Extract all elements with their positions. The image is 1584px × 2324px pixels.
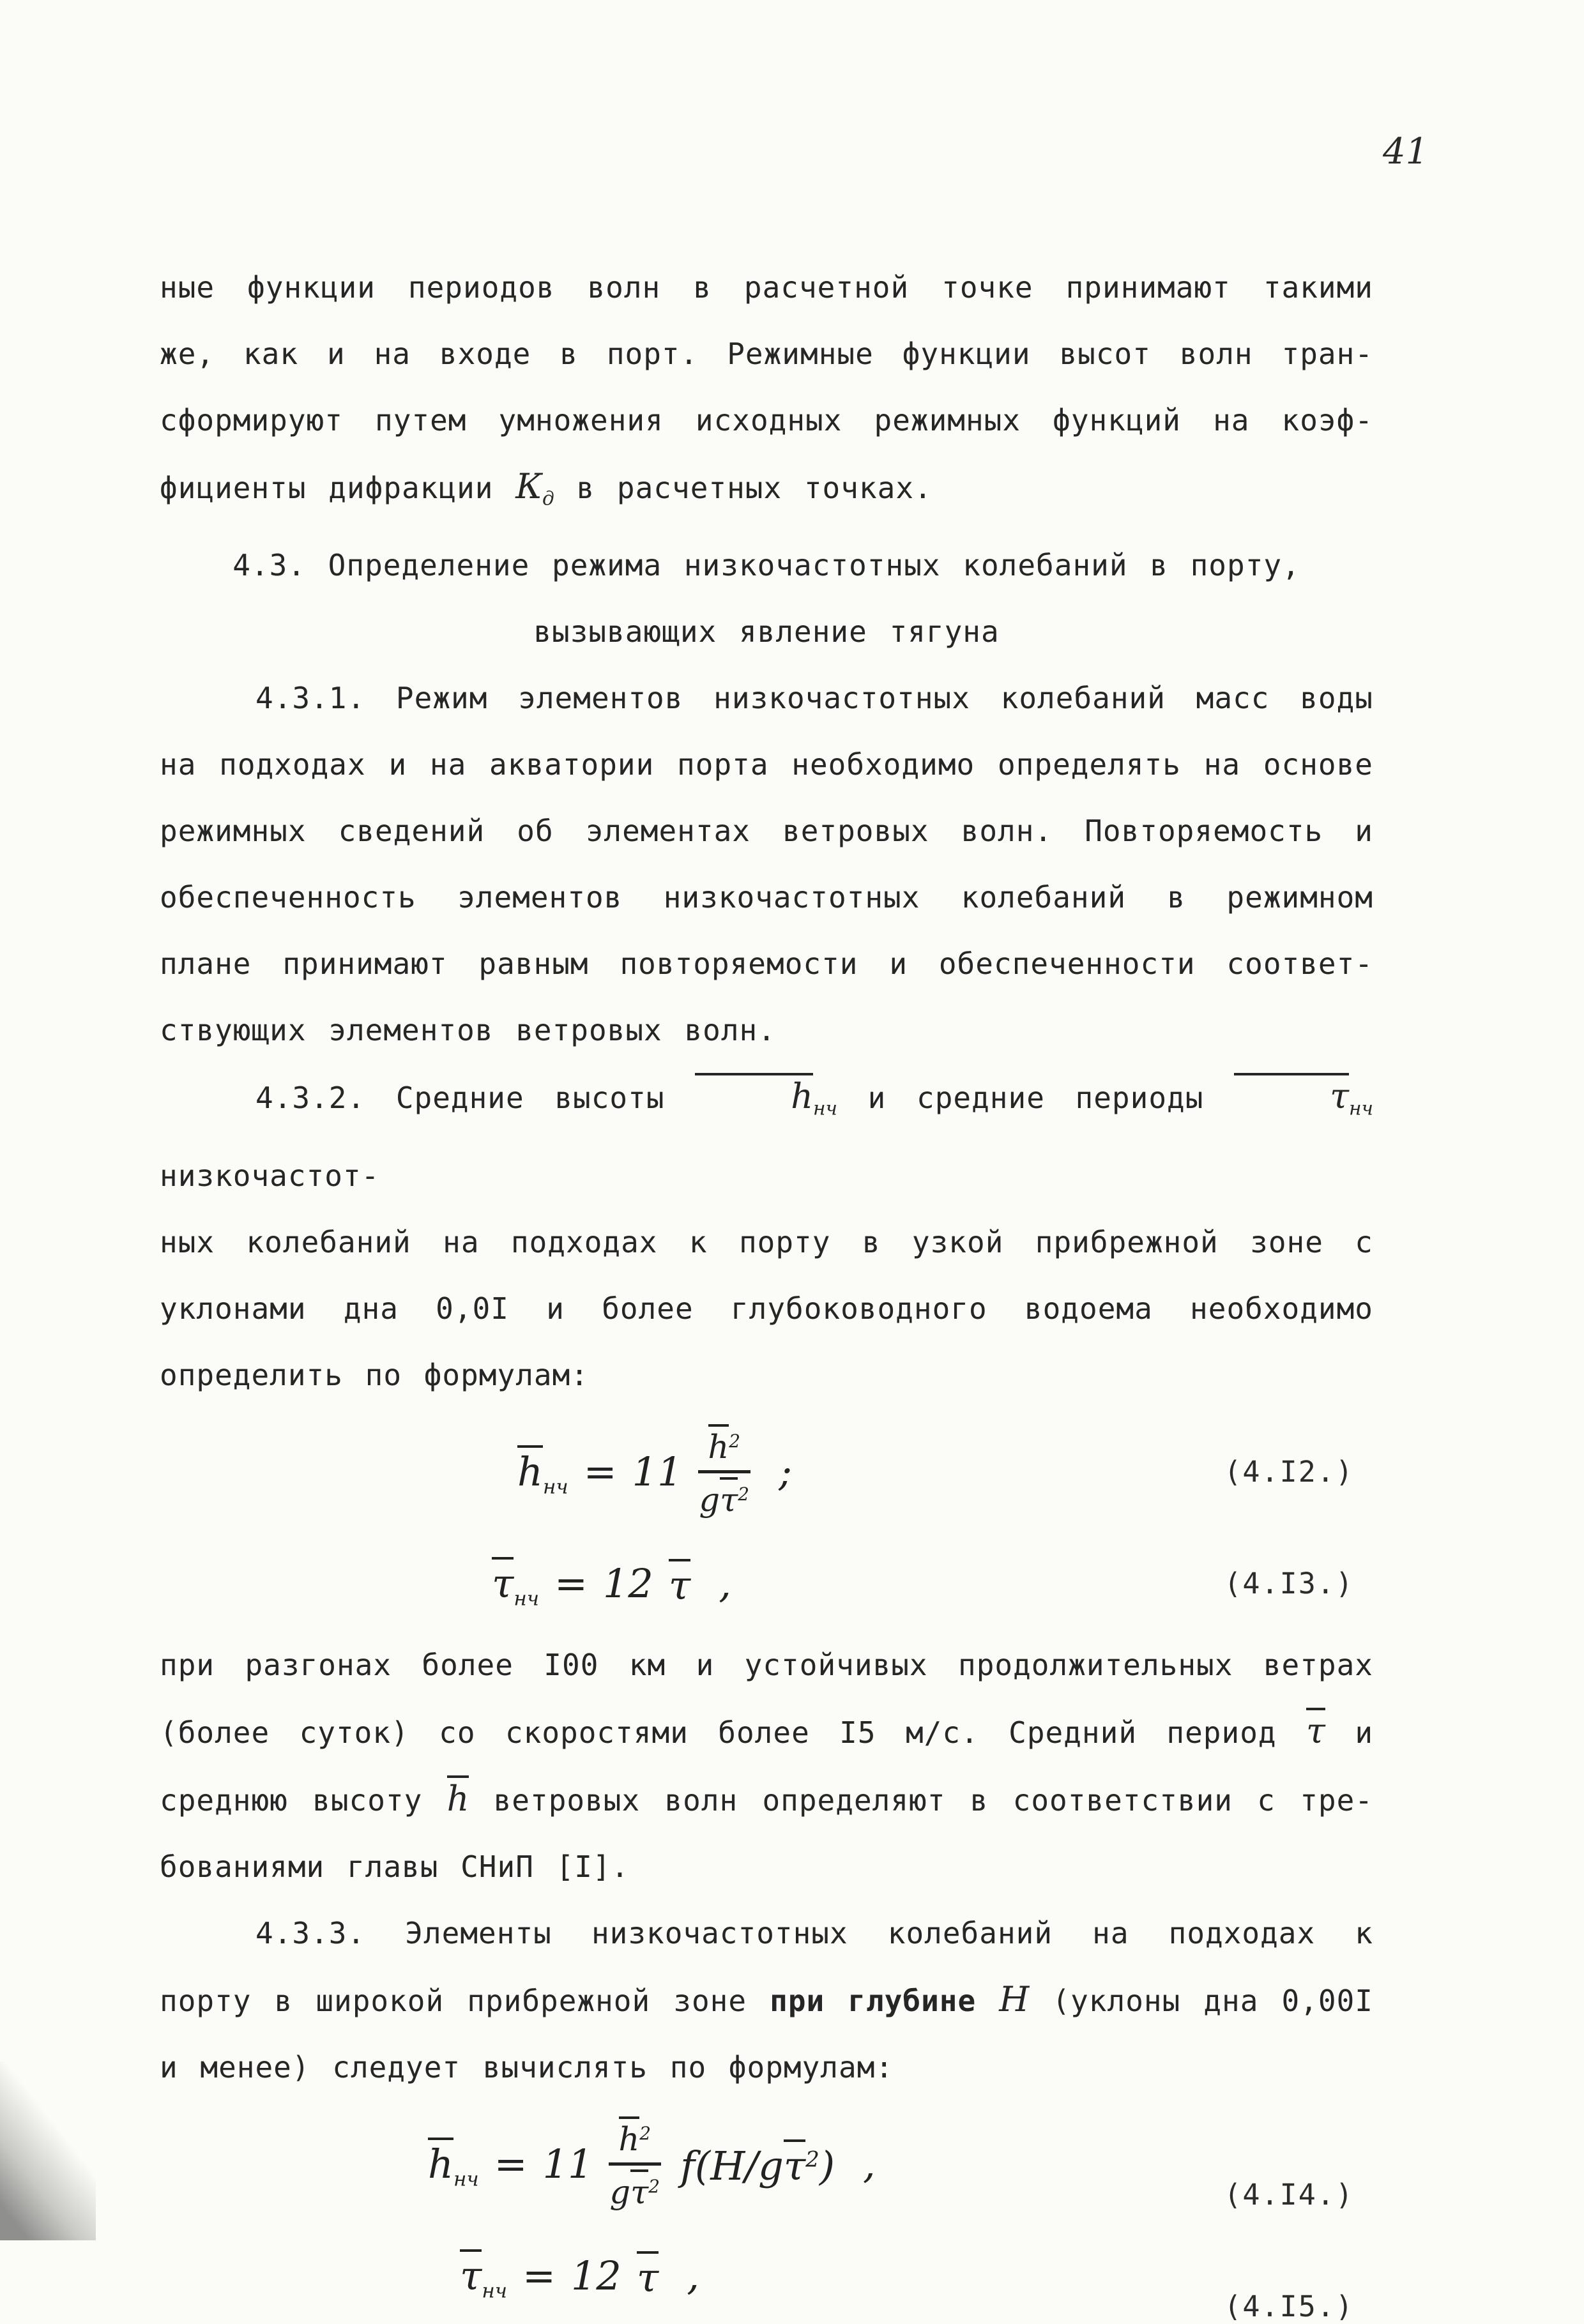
equals-sign: = [494,2141,528,2188]
fraction-denominator: $g\tau^2$ [610,2166,660,2212]
coefficient: 12 [570,2252,621,2300]
coefficient: 11 [542,2141,593,2188]
text-run: фициенты дифракции [160,471,494,505]
fraction-numerator: $h^2$ [698,1424,751,1473]
mean-period-symbol: τ [669,1559,690,1609]
text-run: в расчетных точках. [576,471,933,505]
punctuation: , [687,2252,699,2300]
equation-number-4-12: (4.I2.) [1224,1455,1354,1489]
paragraph-line: режимных сведений об элементах ветровых волн. Повторяемость и [160,814,1373,849]
paragraph-line: уклонами дна 0,0I и более глубоководного водоема необходимо [160,1291,1373,1326]
equation-number-4-13: (4.I3.) [1224,1567,1354,1601]
paragraph-line: сформируют путем умножения исходных режимных функций на коэф- [160,403,1373,437]
text-run: ветровых волн определяют в соответствии с тре- [493,1782,1373,1818]
depth-H-symbol: Н [999,1978,1030,2019]
paragraph-line: ные функции периодов волн в расчетной точке принимают такими [160,270,1373,305]
fraction-denominator: $g\tau^2$ [699,1473,749,1519]
mean-height-lf-symbol: hнч [695,1076,837,1116]
fraction-numerator: $h^2$ [609,2116,662,2166]
fraction [609,2116,662,2212]
mean-period-symbol: τ [637,2251,659,2301]
paragraph-line: бованиями главы СНиП [I]. [160,1849,630,1884]
coefficient: 11 [632,1448,683,1496]
paragraph-line [160,453,1373,532]
paragraph-line: плане принимают равным повторяемости и обеспеченности соответ- [160,946,1373,982]
section-heading-line-2: вызывающих явление тягуна [533,614,1000,649]
section-heading-line-1: 4.3. Определение режима низкочастотных колебаний в порту, [232,548,1300,583]
paragraph-line [160,1766,1373,1834]
formula-4-15 [460,2249,699,2302]
text-run: и средние периоды [867,1081,1204,1116]
paragraph-line: обеспеченность элементов низкочастотных колебаний в режимном [160,880,1373,915]
text-run: 4.3.2. Средние высоты [255,1081,665,1116]
paragraph-line: и менее) следует вычислять по формулам: [160,2049,894,2085]
text-run: и [1355,1715,1374,1750]
scan-corner-shadow [0,2062,96,2240]
text-run: (уклоны дна 0,00I [1052,1983,1373,2018]
text-run: порту в широкой прибрежной зоне [160,1983,747,2018]
equals-sign: = [522,2252,556,2300]
paragraph-line: 4.3.3. Элементы низкочастотных колебаний на подходах к [255,1915,1373,1950]
punctuation: , [719,1560,731,1607]
formula-4-13 [492,1557,731,1610]
page-number: 41 [1383,131,1429,172]
lhs-h-lf: $h_{нч}$ [428,2138,479,2191]
lhs-tau-lf: $\tau_{нч}$ [492,1557,539,1610]
paragraph-line [160,1063,1373,1208]
punctuation: ; [779,1448,792,1496]
diffraction-coefficient-symbol: Кд [515,466,554,510]
page-content [160,254,1373,2324]
equation-number-4-14: (4.I4.) [1224,2178,1354,2212]
fraction [698,1424,751,1519]
paragraph-line: ствующих элементов ветровых волн. [160,1013,776,1048]
punctuation: , [863,2141,876,2188]
mean-period-symbol: τ [1306,1711,1325,1751]
text-run-bold: при глубине [770,1983,977,2018]
lhs-tau-lf: $\tau_{нч}$ [460,2249,507,2302]
equals-sign: = [583,1448,617,1496]
mean-period-lf-symbol: τнч [1234,1076,1373,1116]
paragraph-line: определить по формулам: [160,1357,589,1392]
f-function-term: $f(H/g\tau^2)$ [680,2139,835,2189]
paragraph-line: же, как и на входе в порт. Режимные функции высот волн тран- [160,337,1373,371]
formula-row-4-15 [160,2228,1373,2324]
paragraph-line: при разгонах более I00 км и устойчивых продолжительных ветрах [160,1647,1373,1682]
formula-4-12 [517,1424,792,1519]
text-run: среднюю высоту [160,1782,423,1818]
paragraph-line: ных колебаний на подходах к порту в узкой прибрежной зоне с [160,1224,1373,1259]
paragraph-line: на подходах и на акватории порта необходимо определять на основе [160,747,1373,782]
paragraph-line [160,1966,1373,2034]
mean-height-symbol: h [447,1779,469,1819]
lhs-h-lf: $h_{нч}$ [517,1445,568,1498]
formula-row-4-14 [160,2100,1373,2228]
formula-4-14 [428,2116,876,2212]
equals-sign: = [554,1560,588,1607]
coefficient: 12 [602,1560,653,1607]
equation-number-4-15: (4.I5.) [1224,2290,1354,2324]
paragraph-line: 4.3.1. Режим элементов низкочастотных колебаний масс воды [255,681,1373,716]
text-run: низкочастот- [160,1158,380,1193]
formula-row-4-12 [160,1408,1373,1536]
text-run: (более суток) со скоростями более I5 м/с. Средний период [160,1715,1277,1750]
paragraph-line [160,1698,1373,1766]
formula-row-4-13 [160,1536,1373,1632]
